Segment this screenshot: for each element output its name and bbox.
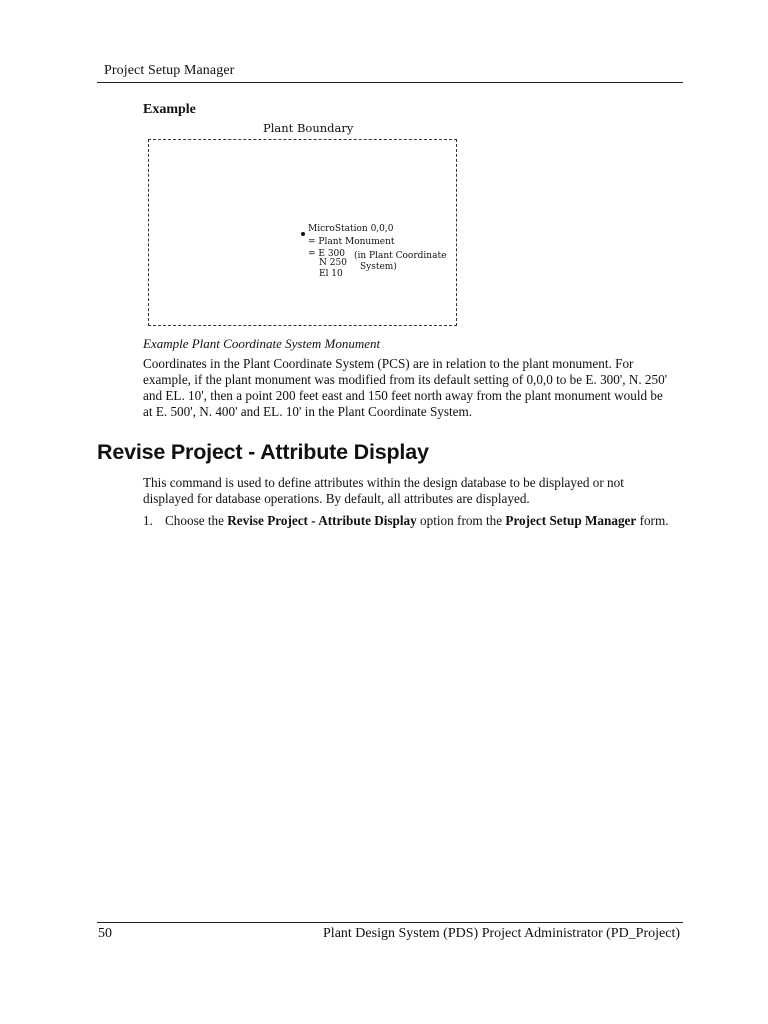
step-number: 1. xyxy=(143,513,153,528)
boundary-label: Plant Boundary xyxy=(263,121,354,135)
section-intro: This command is used to define attributes within the design database to be displayed or not displayed for database operations. By default, all attributes are displayed. xyxy=(143,475,624,506)
step-text-mid: option from the xyxy=(416,513,506,528)
north-coordinate: N 250 xyxy=(319,258,347,268)
pcs-paragraph: Coordinates in the Plant Coordinate System (PCS) are in relation to the plant monument. For example, if the plant monument was modified from its default setting of 0,0,0 to be E. 300', N. 250' and EL. 10', then a point 200 feet east and 150 feet north away from the plant monument would be at E. 500', N. 400' and EL. 10' in the Plant Coordinate System. xyxy=(143,356,668,419)
step-text-post: form. xyxy=(636,513,669,528)
example-label: Example xyxy=(143,102,196,117)
pcs-note-line-2: System) xyxy=(360,262,397,272)
step-form-name: Project Setup Manager xyxy=(505,513,637,528)
step-option-name: Revise Project - Attribute Display xyxy=(227,513,417,528)
header-title: Project Setup Manager xyxy=(104,63,235,78)
footer-doc-title: Plant Design System (PDS) Project Administrator (PD_Project) xyxy=(323,926,680,941)
origin-label: MicroStation 0,0,0 xyxy=(308,224,394,234)
step-text-pre: Choose the xyxy=(165,513,228,528)
monument-label: = Plant Monument xyxy=(308,237,395,247)
step-text xyxy=(165,513,683,529)
pcs-note-line-1: (in Plant Coordinate xyxy=(354,251,447,261)
figure-caption: Example Plant Coordinate System Monument xyxy=(143,336,381,351)
east-coordinate: = E 300 xyxy=(308,249,346,259)
elevation-coordinate: El 10 xyxy=(319,269,343,279)
page-number: 50 xyxy=(98,926,112,941)
header-divider xyxy=(97,82,683,83)
footer-divider xyxy=(97,922,683,923)
monument-point-icon xyxy=(301,232,305,236)
section-heading: Revise Project - Attribute Display xyxy=(97,440,429,464)
